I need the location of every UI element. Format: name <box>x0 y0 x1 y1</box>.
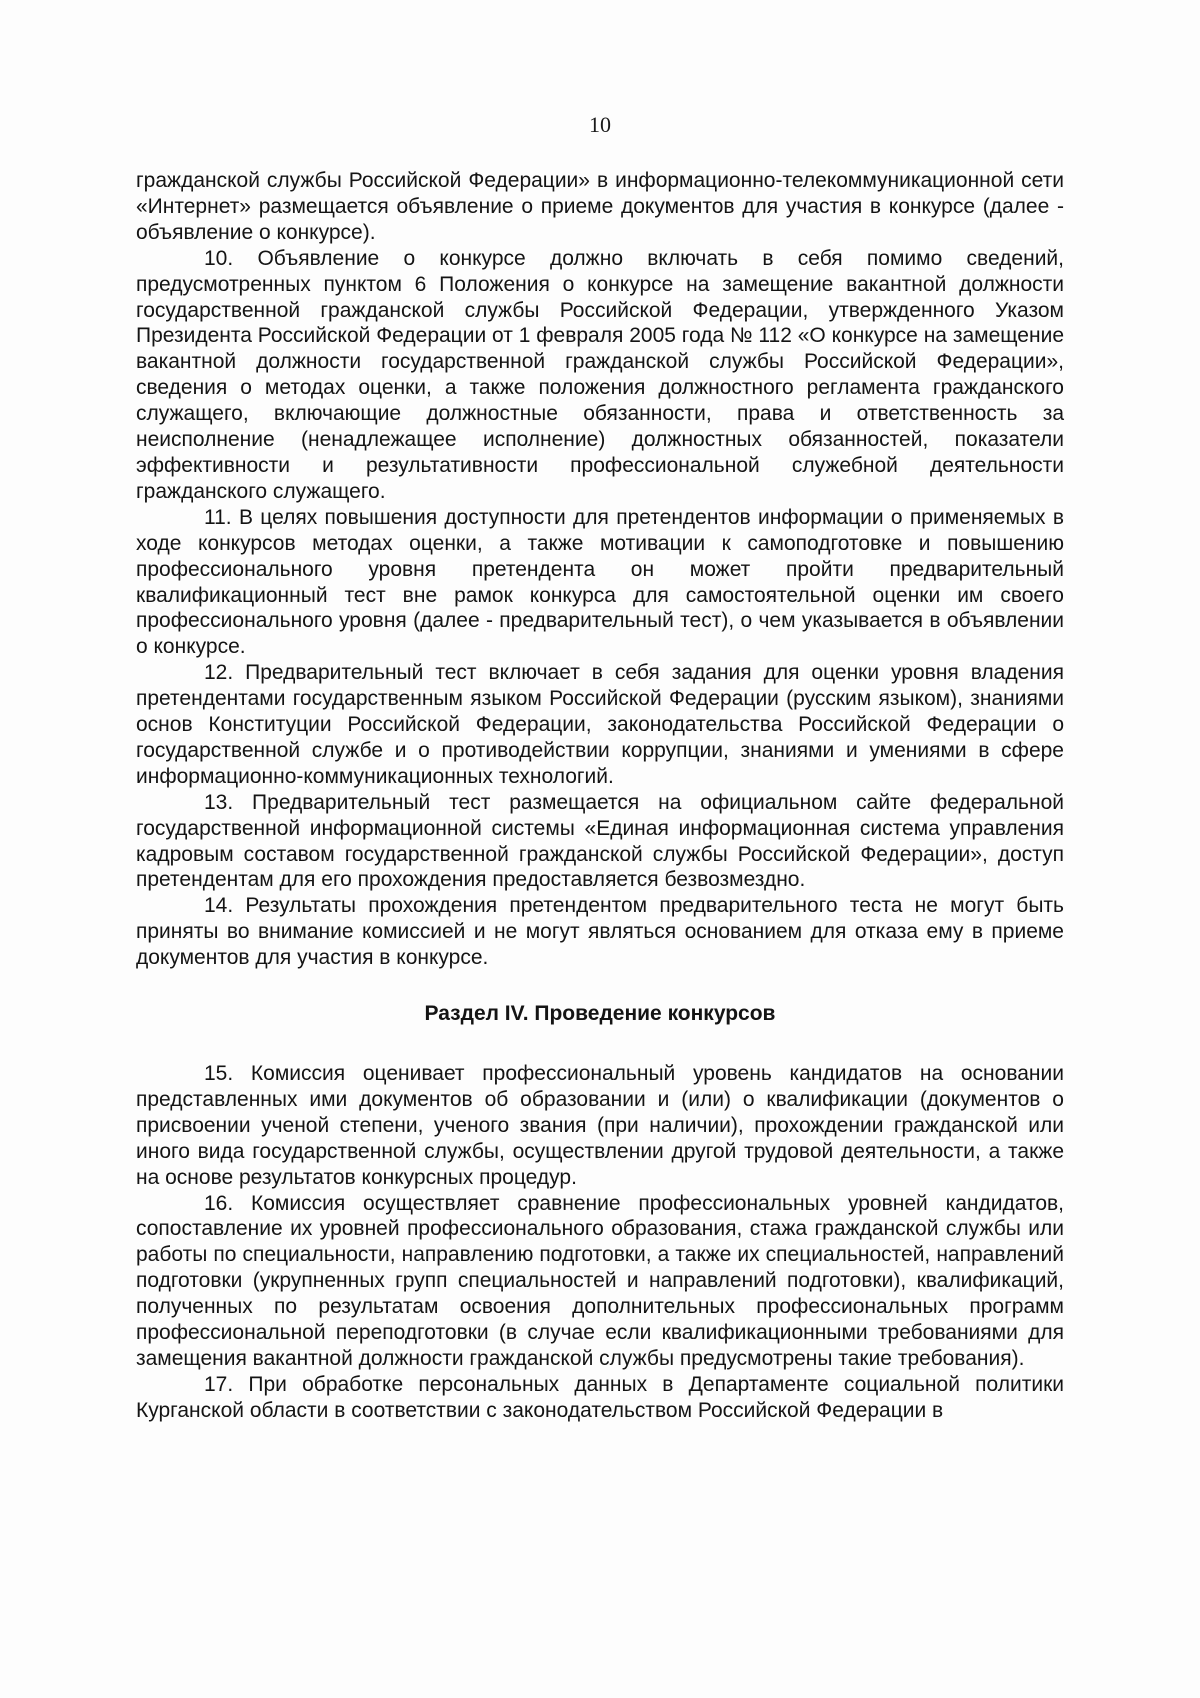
paragraph-16: 16. Комиссия осуществляет сравнение профессиональных уровней кандидатов, сопоставление их уровней профессионального образования, стажа гражданской службы или работы по специальности, направлению подготовки, а также их специальностей, направлений подготовки (укрупненных групп специальностей и направлений подготовки), квалификаций, полученных по результатам освоения дополнительных профессиональных программ профессиональной переподготовки (в случае если квалификационными требованиями для замещения вакантной должности гражданской службы предусмотрены такие требования). <box>136 1191 1064 1370</box>
paragraph-17: 17. При обработке персональных данных в Департаменте социальной политики Курганской области в соответствии с законодательством Российской Федерации в <box>136 1372 1064 1422</box>
section-title: Раздел IV. Проведение конкурсов <box>424 1002 776 1026</box>
paragraph-14: 14. Результаты прохождения претендентом предварительного теста не могут быть приняты во внимание комиссией и не могут являться основанием для отказа ему в приеме документов для участия в конкурсе. <box>136 894 1064 970</box>
paragraph-13: 13. Предварительный тест размещается на официальном сайте федеральной государственной информационной системы «Единая информационная система управления кадровым составом государственной гражданской службы Российской Федерации», доступ претендентам для его прохождения предоставляется безвозмездно. <box>136 790 1064 892</box>
paragraph-15: 15. Комиссия оценивает профессиональный уровень кандидатов на основании представленных ими документов об образовании и (или) о квалификации (документов о присвоении ученой степени, ученого звания (при наличии), прохождении гражданской или иного вида государственной службы, осуществлении другой трудовой деятельности, а также на основе результатов конкурсных процедур. <box>136 1062 1064 1189</box>
paragraph-11: 11. В целях повышения доступности для претендентов информации о применяемых в ходе конкурсов методах оценки, а также мотивации к самоподготовке и повышению профессионального уровня претендента он может пройти предварительный квалификационный тест вне рамок конкурса для самостоятельной оценки им своего профессионального уровня (далее - предварительный тест), о чем указывается в объявлении о конкурсе. <box>136 505 1064 659</box>
document-body-top <box>136 168 1064 1424</box>
paragraph-10: 10. Объявление о конкурсе должно включать в себя помимо сведений, предусмотренных пунктом 6 Положения о конкурсе на замещение вакантной должности государственной гражданской службы Российской Федерации, утвержденного Указом Президента Российской Федерации от 1 февраля 2005 года № 112 «О конкурсе на замещение вакантной должности государственной гражданской службы Российской Федерации», сведения о методах оценки, а также положения должностного регламента гражданского служащего, включающие должностные обязанности, права и ответственность за неисполнение (ненадлежащее исполнение) должностных обязанностей, показатели эффективности и результативности профессиональной служебной деятельности гражданского служащего. <box>136 246 1064 503</box>
page-number: 10 <box>589 112 611 137</box>
paragraph-12: 12. Предварительный тест включает в себя задания для оценки уровня владения претендентами государственным языком Российской Федерации (русским языком), знаниями основ Конституции Российской Федерации, законодательства Российской Федерации о государственной службе и о противодействии коррупции, знаниями и умениями в сфере информационно-коммуникационных технологий. <box>136 661 1064 788</box>
paragraph-continuation: гражданской службы Российской Федерации» в информационно-телекоммуникационной сети «Интернет» размещается объявление о приеме документов для участия в конкурсе (далее - объявление о конкурсе). <box>136 169 1064 244</box>
